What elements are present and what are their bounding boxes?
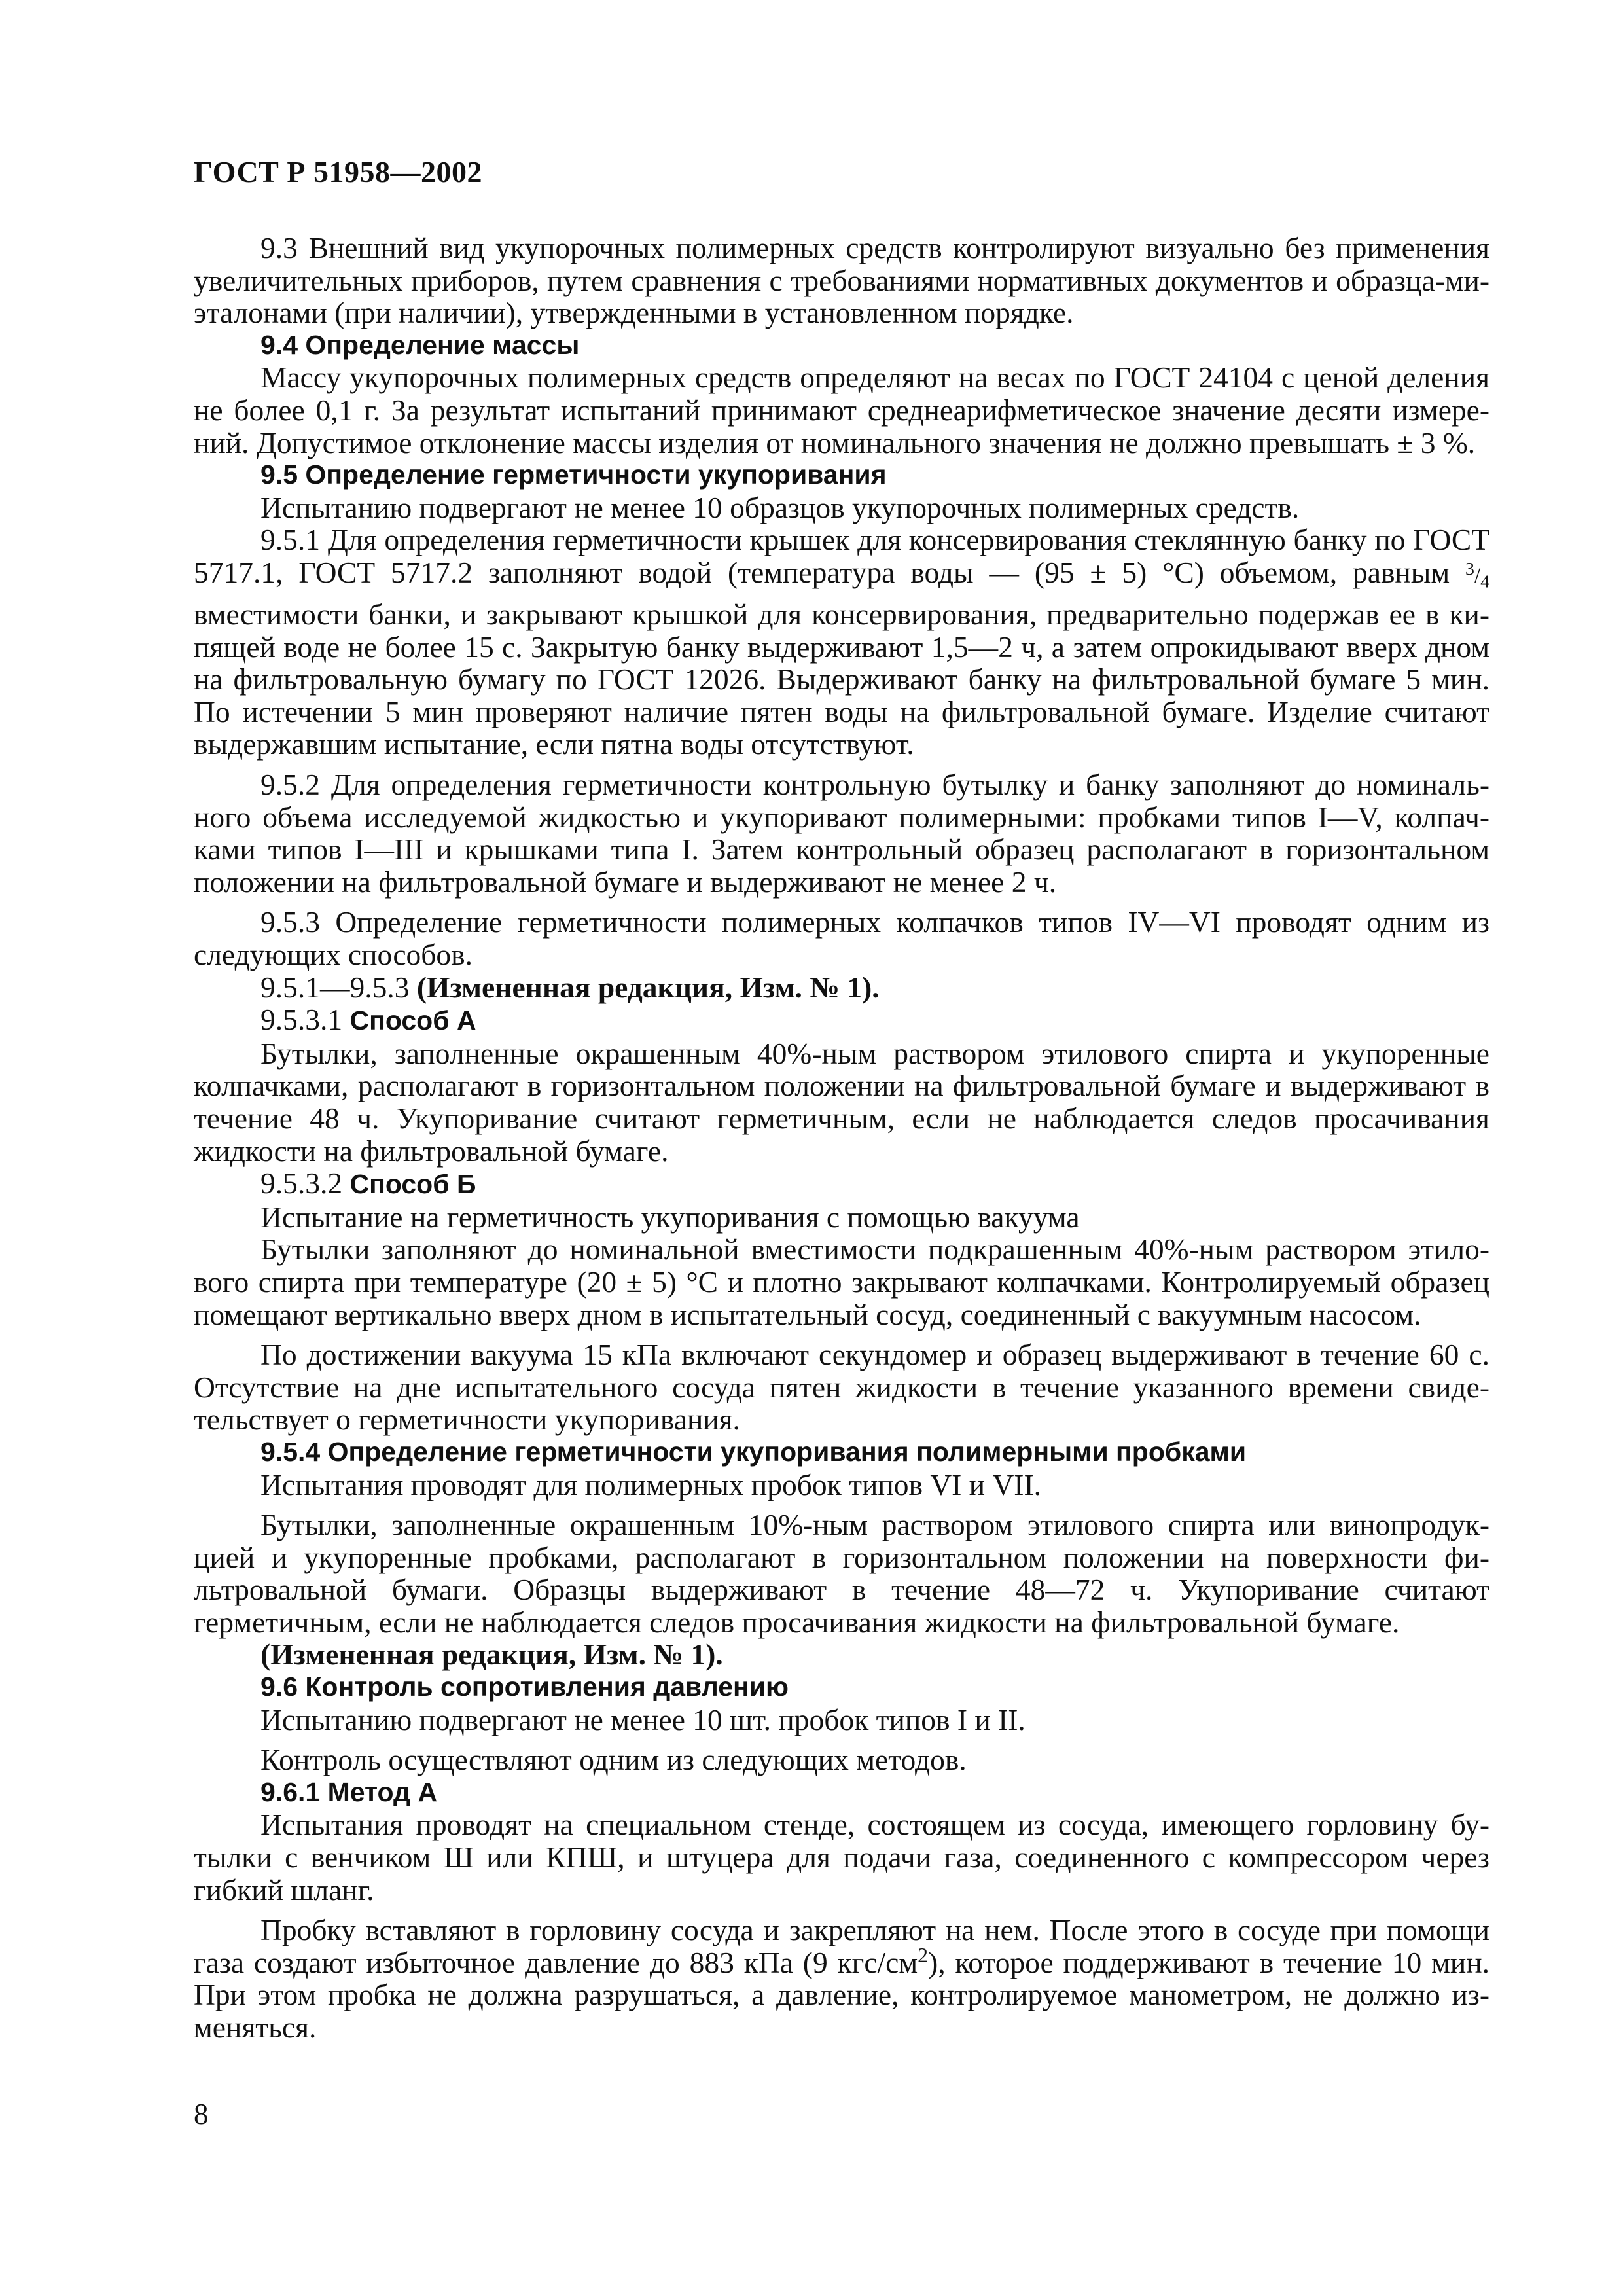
heading-9-4: 9.4 Определение массы	[260, 329, 580, 360]
paragraph-9-5-3-2-b: Бутылки заполняют до номинальной вместимости подкрашенным 40%-ным раствором этило-вого спирта при температуре (20 ± 5) °С и плотно закрывают колпачками. Контролируемый образец помещают вертикально вверх дном в испытательный сосуд, соединенный с вакуумным насосом.	[194, 1232, 1489, 1331]
heading-9-5-3-2-number: 9.5.3.2	[260, 1166, 343, 1200]
heading-9-5-3-1	[194, 1003, 1489, 1037]
paragraph-9-5: Испытанию подвергают не менее 10 образцов укупорочных полимерных средств.	[260, 490, 1300, 524]
paragraph-9-6-b: Контроль осуществляют одним из следующих методов.	[260, 1743, 967, 1777]
heading-9-5-3-2-title: Способ Б	[349, 1169, 476, 1200]
heading-9-6: 9.6 Контроль сопротивления давлению	[260, 1672, 789, 1702]
heading-9-5-4: 9.5.4 Определение герметичности укупоривания полимерными пробками	[260, 1436, 1247, 1467]
fraction-denominator: 4	[1480, 571, 1489, 592]
paragraph-9-6-1-b	[194, 1914, 1489, 2043]
heading-9-5-3-2	[194, 1167, 1489, 1201]
document-body	[194, 232, 1489, 2044]
amendment-note-text: (Измененная редакция, Изм. № 1).	[416, 970, 880, 1004]
paragraph-9-6-1-b-part1: Пробку вставляют в горловину сосуда и закрепляют на нем. После этого в сосуде при помощи газа создают избыточное давление до 883 кПа (9 кгс/см	[194, 1913, 1489, 1979]
paragraph-9-6-a: Испытанию подвергают не менее 10 шт. пробок типов I и II.	[260, 1702, 1026, 1736]
amendment-note-range: 9.5.1—9.5.3	[260, 970, 410, 1004]
heading-9-5-3-1-title: Способ А	[349, 1005, 476, 1036]
heading-9-5: 9.5 Определение герметичности укупоривания	[260, 459, 887, 490]
paragraph-9-5-4-b: Бутылки, заполненные окрашенным 10%-ным раствором этилового спирта или винопродук-цией и укупоренные пробками, располагают в горизонтальном положении на поверхности фи-льтровальной бумаги. Образцы выдерживают в течение 48—72 ч. Укупоривание считают герметичным, если не наблюдается следов просачивания жидкости на фильтровальной бумаге.	[194, 1508, 1489, 1639]
paragraph-9-4: Массу укупорочных полимерных средств определяют на весах по ГОСТ 24104 с ценой деления не более 0,1 г. За результат испытаний принимают среднеарифметическое значение десяти измере-ний. Допустимое отклонение массы изделия от номинального значения не должно превышать ± 3 %.	[194, 361, 1489, 459]
page-number: 8	[194, 2098, 209, 2130]
document-header: ГОСТ Р 51958—2002	[194, 155, 482, 188]
heading-9-6-1: 9.6.1 Метод А	[260, 1776, 438, 1807]
paragraph-9-6-1-b-part2: ), которое поддерживают в течение 10 мин. При этом пробка не должна разрушаться, а давление, контролируемое манометром, не должно из-меняться.	[194, 1945, 1489, 2045]
amendment-note-9-5-1-9-5-3	[194, 971, 1489, 1004]
paragraph-9-5-1	[194, 524, 1489, 761]
paragraph-9-5-2: 9.5.2 Для определения герметичности контрольную бутылку и банку заполняют до номиналь-ного объема исследуемой жидкостью и укупоривают полимерными: пробками типов I—V, колпач-ками типов I—III и крышками типа I. Затем контрольный образец располагают в горизонтальном положении на фильтровальной бумаге и выдерживают не менее 2 ч.	[194, 768, 1489, 899]
paragraph-9-3: 9.3 Внешний вид укупорочных полимерных средств контролируют визуально без применения увеличительных приборов, путем сравнения с требованиями нормативных документов и образца-ми-эталонами (при наличии), утвержденными в установленном порядке.	[194, 231, 1489, 330]
amendment-note-9-5-4: (Измененная редакция, Изм. № 1).	[260, 1638, 723, 1672]
fraction-three-quarters: $^3/_4$	[1465, 559, 1489, 592]
superscript-two: 2	[918, 1943, 929, 1967]
paragraph-9-6-1-a: Испытания проводят на специальном стенде, состоящем из сосуда, имеющего горловину бу-тылки с венчиком Ш или КПШ, и штуцера для подачи газа, соединенного с компрессором через гибкий шланг.	[194, 1808, 1489, 1907]
paragraph-9-5-4-a: Испытания проводят для полимерных пробок типов VI и VII.	[260, 1467, 1041, 1501]
paragraph-9-5-3-1: Бутылки, заполненные окрашенным 40%-ным раствором этилового спирта и укупоренные колпачками, располагают в горизонтальном положении на фильтровальной бумаге и выдерживают в течение 48 ч. Укупоривание считают герметичным, если не наблюдается следов просачивания жидкости на фильтровальной бумаге.	[194, 1036, 1489, 1168]
paragraph-9-5-1-part1: 9.5.1 Для определения герметичности крышек для консервирования стеклянную банку по ГОСТ 5717.1, ГОСТ 5717.2 заполняют водой (температура воды — (95 ± 5) °С) объемом, равным	[194, 523, 1489, 589]
paragraph-9-5-3-2-c: По достижении вакуума 15 кПа включают секундомер и образец выдерживают в течение 60 с. Отсутствие на дне испытательного сосуда пятен жидкости в течение указанного времени свиде-тельствует о герметичности укупоривания.	[194, 1338, 1489, 1437]
paragraph-9-5-3: 9.5.3 Определение герметичности полимерных колпачков типов IV—VI проводят одним из следующих способов.	[194, 905, 1489, 972]
paragraph-9-5-3-2-a: Испытание на герметичность укупоривания с помощью вакуума	[260, 1200, 1080, 1234]
heading-9-5-3-1-number: 9.5.3.1	[260, 1003, 343, 1037]
paragraph-9-5-1-part2: вместимости банки, и закрывают крышкой для консервирования, предварительно подержав ее в ки-пящей воде не более 15 с. Закрытую банку выдерживают 1,5—2 ч, а затем опрокидывают вверх дном на фильтровальную бумагу по ГОСТ 12026. Выдерживают банку на фильтровальной бумаге 5 мин. По истечении 5 мин проверяют наличие пятен воды на фильтровальной бумаге. Изделие считают выдержавшим испытание, если пятна воды отсутствуют.	[194, 598, 1489, 761]
fraction-numerator: 3	[1465, 559, 1474, 580]
